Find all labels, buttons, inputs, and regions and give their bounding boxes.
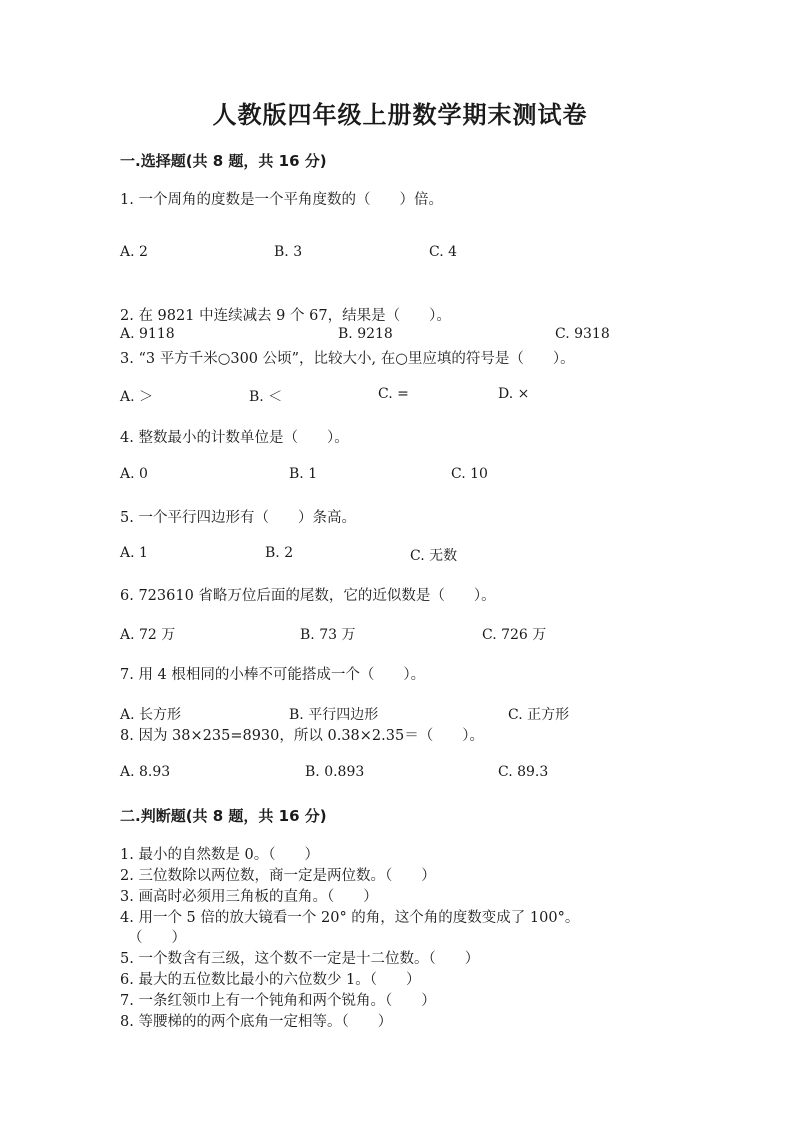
judgement-item-1: 1. 最小的自然数是 0。（ ） xyxy=(120,847,320,863)
question-6-option-c: C. 726 万 xyxy=(482,627,547,643)
judgement-item-8: 8. 等腰梯的的两个底角一定相等。（ ） xyxy=(120,1014,393,1030)
judgement-item-4: 4. 用一个 5 倍的放大镜看一个 20° 的角，这个角的度数变成了 100°。 xyxy=(120,910,580,926)
judgement-item-4-bracket: （ ） xyxy=(128,930,186,946)
question-4-option-a: A. 0 xyxy=(120,466,148,482)
judgement-item-6: 6. 最大的五位数比最小的六位数少 1。（ ） xyxy=(120,972,421,988)
question-6-option-a: A. 72 万 xyxy=(120,627,176,643)
judgement-item-2: 2. 三位数除以两位数，商一定是两位数。（ ） xyxy=(120,868,436,884)
question-7-option-b: B. 平行四边形 xyxy=(289,707,379,723)
question-2: 2. 在 9821 中连续减去 9 个 67，结果是（ ）。 xyxy=(120,308,451,324)
question-8-option-c: C. 89.3 xyxy=(498,764,549,780)
question-7-option-c: C. 正方形 xyxy=(508,707,570,723)
question-5-option-a: A. 1 xyxy=(120,545,148,561)
judgement-item-3: 3. 画高时必须用三角板的直角。（ ） xyxy=(120,889,378,905)
judgement-item-7: 7. 一条红领巾上有一个钝角和两个锐角。（ ） xyxy=(120,993,436,1009)
question-3-option-a: A. ＞ xyxy=(120,389,154,405)
question-2-option-a: A. 9118 xyxy=(120,326,175,342)
question-5: 5. 一个平行四边形有（ ）条高。 xyxy=(120,510,356,526)
question-5-option-b: B. 2 xyxy=(265,545,294,561)
question-4: 4. 整数最小的计数单位是（ ）。 xyxy=(120,430,349,446)
question-4-option-b: B. 1 xyxy=(289,466,318,482)
question-3-option-b: B. ＜ xyxy=(249,389,283,405)
question-6: 6. 723610 省略万位后面的尾数，它的近似数是（ ）。 xyxy=(120,588,496,604)
question-1-option-c: C. 4 xyxy=(429,244,458,260)
question-8: 8. 因为 38×235=8930，所以 0.38×2.35＝（ ）。 xyxy=(120,728,484,744)
page-title: 人教版四年级上册数学期末测试卷 xyxy=(212,101,588,129)
question-1-option-a: A. 2 xyxy=(120,244,148,260)
question-4-option-c: C. 10 xyxy=(451,466,488,482)
question-5-option-c: C. 无数 xyxy=(410,548,458,564)
question-8-option-a: A. 8.93 xyxy=(120,764,171,780)
question-7: 7. 用 4 根相同的小棒不可能搭成一个（ ）。 xyxy=(120,667,426,683)
question-3-option-c: C. = xyxy=(378,386,409,402)
question-8-option-b: B. 0.893 xyxy=(305,764,365,780)
question-7-option-a: A. 长方形 xyxy=(120,707,182,723)
question-6-option-b: B. 73 万 xyxy=(300,627,356,643)
section-heading-choice: 一.选择题(共 8 题，共 16 分) xyxy=(120,152,327,170)
question-2-option-c: C. 9318 xyxy=(555,326,610,342)
question-1-option-b: B. 3 xyxy=(274,244,303,260)
question-3: 3. “3 平方千米○300 公顷”，比较大小, 在○里应填的符号是（ ）。 xyxy=(120,351,575,367)
question-2-option-b: B. 9218 xyxy=(338,326,393,342)
question-3-option-d: D. × xyxy=(498,386,530,402)
question-1: 1. 一个周角的度数是一个平角度数的（ ）倍。 xyxy=(120,192,443,208)
judgement-item-5: 5. 一个数含有三级，这个数不一定是十二位数。（ ） xyxy=(120,951,480,967)
section-heading-judgement: 二.判断题(共 8 题，共 16 分) xyxy=(120,807,327,825)
